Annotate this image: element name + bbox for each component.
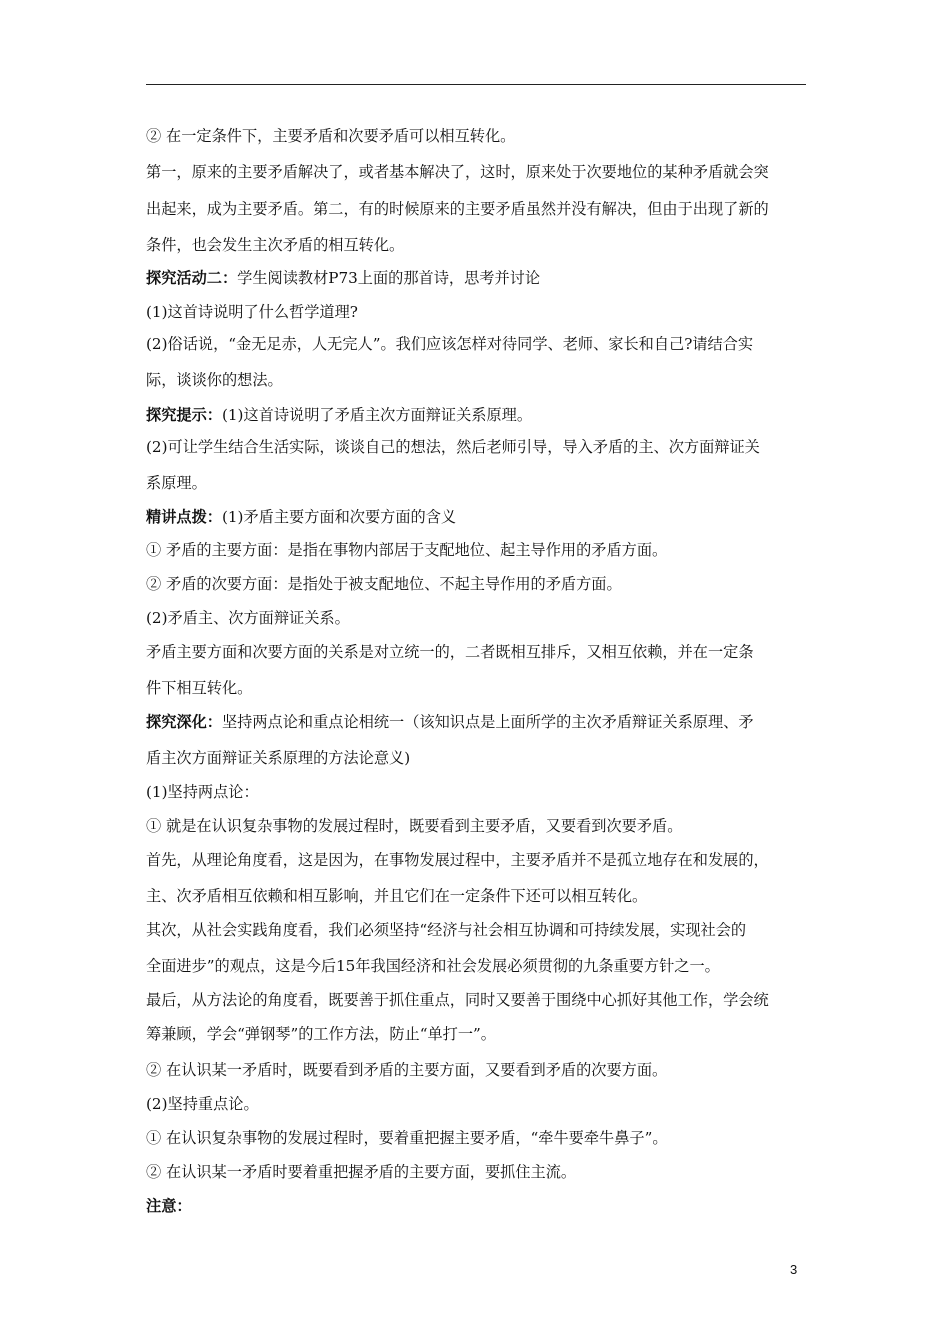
paragraph-line: ① 就是在认识复杂事物的发展过程时，既要看到主要矛盾，又要看到次要矛盾。 xyxy=(146,817,683,835)
paragraph-line: ① 在认识复杂事物的发展过程时，要着重把握主要矛盾，“牵牛要牵牛鼻子”。 xyxy=(146,1129,668,1147)
section-line xyxy=(146,1194,192,1218)
section-label: 精讲点拨： xyxy=(146,508,222,526)
paragraph-line: 矛盾主要方面和次要方面的关系是对立统一的，二者既相互排斥，又相互依赖，并在一定条 xyxy=(146,643,754,661)
section-line: 精讲点拨：(1)矛盾主要方面和次要方面的含义 xyxy=(146,508,457,526)
paragraph-line: (2)可让学生结合生活实际，谈谈自己的想法，然后老师引导，导入矛盾的主、次方面辩证关 xyxy=(146,438,760,456)
paragraph-line: 际，谈谈你的想法。 xyxy=(146,371,283,389)
paragraph-line: ② 在一定条件下，主要矛盾和次要矛盾可以相互转化。 xyxy=(146,127,516,145)
paragraph-line: 条件，也会发生主次矛盾的相互转化。 xyxy=(146,236,405,254)
page-number: 3 xyxy=(790,1262,798,1277)
paragraph-line: 盾主次方面辩证关系原理的方法论意义) xyxy=(146,749,411,767)
paragraph-line: ② 矛盾的次要方面：是指处于被支配地位、不起主导作用的矛盾方面。 xyxy=(146,575,622,593)
paragraph-line: ② 在认识某一矛盾时要着重把握矛盾的主要方面，要抓住主流。 xyxy=(146,1163,577,1181)
paragraph-line: (1)这首诗说明了什么哲学道理? xyxy=(146,303,358,321)
header-rule xyxy=(146,84,806,85)
paragraph-line: (2)俗话说，“金无足赤，人无完人”。我们应该怎样对待同学、老师、家长和自己?请结合实 xyxy=(146,335,754,353)
paragraph-line: 出起来，成为主要矛盾。第二，有的时候原来的主要矛盾虽然并没有解决，但由于出现了新的 xyxy=(146,200,769,218)
paragraph-line: 其次，从社会实践角度看，我们必须坚持“经济与社会相互协调和可持续发展，实现社会的 xyxy=(146,921,747,939)
paragraph-line: 首先，从理论角度看，这是因为，在事物发展过程中，主要矛盾并不是孤立地存在和发展的， xyxy=(146,851,769,869)
paragraph-line: 主、次矛盾相互依赖和相互影响，并且它们在一定条件下还可以相互转化。 xyxy=(146,887,648,905)
section-label: 注意： xyxy=(146,1197,192,1215)
paragraph-line: 最后，从方法论的角度看，既要善于抓住重点，同时又要善于围绕中心抓好其他工作，学会统 xyxy=(146,991,769,1009)
section-label: 探究活动二： xyxy=(146,269,238,287)
paragraph-line: 件下相互转化。 xyxy=(146,679,253,697)
section-label: 探究提示： xyxy=(146,406,222,424)
paragraph-line: ② 在认识某一矛盾时，既要看到矛盾的主要方面，又要看到矛盾的次要方面。 xyxy=(146,1061,668,1079)
paragraph-line: (1)坚持两点论： xyxy=(146,783,259,801)
paragraph-line: ① 矛盾的主要方面：是指在事物内部居于支配地位、起主导作用的矛盾方面。 xyxy=(146,541,668,559)
paragraph-line: 系原理。 xyxy=(146,474,207,492)
paragraph-line: (2)矛盾主、次方面辩证关系。 xyxy=(146,609,350,627)
paragraph-line: 全面进步”的观点，这是今后15年我国经济和社会发展必须贯彻的九条重要方针之一。 xyxy=(146,957,720,975)
section-line: 探究活动二：学生阅读教材P73上面的那首诗，思考并讨论 xyxy=(146,269,541,287)
section-line: 探究深化：坚持两点论和重点论相统一（该知识点是上面所学的主次矛盾辩证关系原理、矛 xyxy=(146,713,754,731)
section-line: 探究提示：(1)这首诗说明了矛盾主次方面辩证关系原理。 xyxy=(146,406,533,424)
paragraph-line: 第一，原来的主要矛盾解决了，或者基本解决了，这时，原来处于次要地位的某种矛盾就会突 xyxy=(146,163,769,181)
paragraph-line: (2)坚持重点论。 xyxy=(146,1095,259,1113)
section-label: 探究深化： xyxy=(146,713,222,731)
paragraph-line: 筹兼顾，学会“弹钢琴”的工作方法，防止“单打一”。 xyxy=(146,1025,496,1043)
